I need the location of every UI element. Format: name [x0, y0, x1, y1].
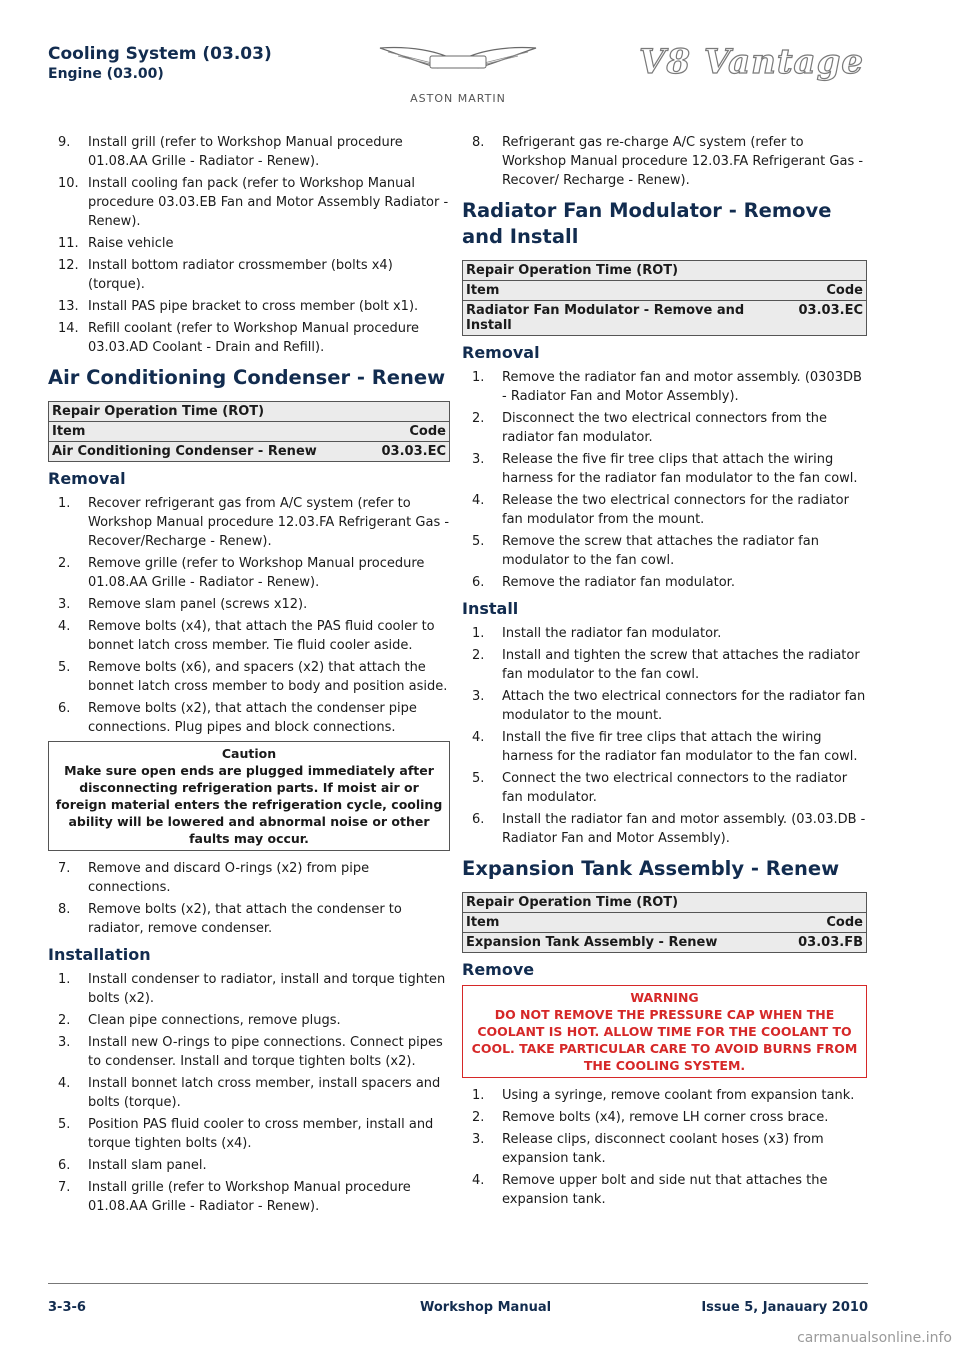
caution-box [48, 741, 450, 851]
list-item: 5. Connect the two electrical connectors to the radiator fan modulator. [472, 771, 848, 805]
list-item: 12. Install bottom radiator crossmember (bolts x4) (torque). [58, 258, 393, 292]
list-item: 3. Attach the two electrical connectors for the radiator fan modulator to the mount. [472, 689, 866, 723]
list-item: 8. Refrigerant gas re-charge A/C system (refer to Workshop Manual procedure 12.03.FA Refrigerant Gas - Recover/ Recharge - Renew). [472, 135, 864, 188]
page-header [0, 0, 960, 110]
section-subtitle: Engine (03.00) [48, 66, 164, 82]
footer-divider [48, 1283, 868, 1284]
list-item: 1. Install the radiator fan modulator. [472, 626, 722, 641]
list-item: 4. Install the five fir tree clips that attach the wiring harness for the radiator fan modulator to the fan cowl. [472, 730, 858, 764]
subheading-removal: Removal [48, 469, 126, 488]
caution-title: Caution [221, 746, 277, 761]
page-number: 3-3-6 [48, 1300, 86, 1315]
warning-box [462, 985, 867, 1078]
list-item: 4. Remove bolts (x4), that attach the PAS fluid cooler to bonnet latch cross member. Tie fluid cooler aside. [58, 619, 435, 653]
subheading-remove: Remove [462, 960, 535, 979]
list-item: 6. Remove bolts (x2), that attach the condenser pipe connections. Plug pipes and block connections. [58, 701, 417, 735]
list-item: 14. Refill coolant (refer to Workshop Manual procedure 03.03.AD Coolant - Drain and Refill). [58, 321, 420, 355]
subheading-removal: Removal [462, 343, 540, 362]
brand-name: ASTON MARTIN [410, 92, 506, 105]
removal-list [462, 368, 867, 592]
removal-list [48, 494, 450, 737]
aston-martin-logo [378, 40, 538, 110]
list-item: 2. Install and tighten the screw that attaches the radiator fan modulator to the fan cowl. [472, 648, 860, 682]
list-item: 8. Remove bolts (x2), that attach the condenser to radiator, remove condenser. [58, 902, 402, 936]
left-column [48, 133, 450, 1219]
list-item: 2. Disconnect the two electrical connectors from the radiator fan modulator. [472, 411, 828, 445]
list-item: 11. Raise vehicle [58, 236, 174, 251]
list-item: 4. Remove upper bolt and side nut that attaches the expansion tank. [472, 1173, 828, 1207]
list-item: 10. Install cooling fan pack (refer to Workshop Manual procedure 03.03.EB Fan and Motor Assembly Radiator - Renew). [58, 176, 449, 229]
procedure-list [48, 133, 450, 357]
list-item: 3. Install new O-rings to pipe connections. Connect pipes to condenser. Install and torque tighten bolts (x2). [58, 1035, 443, 1069]
installation-list [48, 970, 450, 1216]
list-item: 1. Remove the radiator fan and motor assembly. (0303DB - Radiator Fan and Motor Assembly). [472, 370, 862, 404]
list-item: 1. Using a syringe, remove coolant from expansion tank. [472, 1088, 855, 1103]
list-item: 6. Install slam panel. [58, 1158, 207, 1173]
section-title: Cooling System (03.03) [48, 44, 272, 64]
list-item: 1. Install condenser to radiator, install and torque tighten bolts (x2). [58, 972, 446, 1006]
remove-list [462, 1086, 867, 1209]
list-item: 5. Position PAS fluid cooler to cross member, install and torque tighten bolts (x4). [58, 1117, 434, 1151]
rot-table: Repair Operation Time (ROT) Item Code Radiator Fan Modulator - Remove and Install 03.03.EC [462, 260, 867, 336]
rot-table: Repair Operation Time (ROT) Item Code Air Conditioning Condenser - Renew 03.03.EC [48, 401, 450, 462]
subheading-install: Install [462, 599, 519, 618]
caution-text: Make sure open ends are plugged immediately after disconnecting refrigeration parts. If moist air or foreign material enters the refrigeration cycle, cooling ability will be lowered and abnormal noise or other faults may occur. [55, 763, 443, 846]
removal-list-continued [48, 859, 450, 938]
watermark: carmanualsonline.info [797, 1330, 952, 1346]
list-item: 3. Release clips, disconnect coolant hoses (x3) from expansion tank. [472, 1132, 824, 1166]
list-item: 6. Remove the radiator fan modulator. [472, 575, 735, 590]
list-item: 4. Install bonnet latch cross member, install spacers and bolts (torque). [58, 1076, 441, 1110]
list-item: 5. Remove bolts (x6), and spacers (x2) that attach the bonnet latch cross member to body and position aside. [58, 660, 448, 694]
section-heading: Air Conditioning Condenser - Renew [48, 366, 446, 389]
list-item: 2. Clean pipe connections, remove plugs. [58, 1013, 341, 1028]
model-name: V8 Vantage [638, 42, 864, 82]
procedure-list-continued [462, 133, 867, 190]
list-item: 9. Install grill (refer to Workshop Manual procedure 01.08.AA Grille - Radiator - Renew). [58, 135, 403, 169]
list-item: 13. Install PAS pipe bracket to cross member (bolt x1). [58, 299, 419, 314]
list-item: 7. Install grille (refer to Workshop Manual procedure 01.08.AA Grille - Radiator - Renew). [58, 1180, 411, 1214]
wings-logo-icon [378, 40, 538, 90]
list-item: 7. Remove and discard O-rings (x2) from pipe connections. [58, 861, 370, 895]
issue-date: Issue 5, Janauary 2010 [701, 1300, 868, 1315]
rot-table: Repair Operation Time (ROT) Item Code Expansion Tank Assembly - Renew 03.03.FB [462, 892, 867, 953]
section-heading: Radiator Fan Modulator - Remove and Install [462, 199, 832, 248]
subheading-installation: Installation [48, 945, 151, 964]
list-item: 4. Release the two electrical connectors for the radiator fan modulator from the mount. [472, 493, 849, 527]
manual-name: Workshop Manual [420, 1300, 552, 1315]
list-item: 3. Release the five fir tree clips that attach the wiring harness for the radiator fan modulator to the fan cowl. [472, 452, 858, 486]
install-list [462, 624, 867, 848]
list-item: 1. Recover refrigerant gas from A/C system (refer to Workshop Manual procedure 12.03.FA Refrigerant Gas - Recover/Recharge - Renew). [58, 496, 450, 549]
right-column [462, 133, 867, 1212]
warning-title: WARNING [630, 990, 699, 1005]
list-item: 5. Remove the screw that attaches the radiator fan modulator to the fan cowl. [472, 534, 819, 568]
section-heading: Expansion Tank Assembly - Renew [462, 857, 840, 880]
list-item: 3. Remove slam panel (screws x12). [58, 597, 308, 612]
list-item: 2. Remove bolts (x4), remove LH corner cross brace. [472, 1110, 829, 1125]
list-item: 6. Install the radiator fan and motor assembly. (03.03.DB - Radiator Fan and Motor Assembly). [472, 812, 866, 846]
warning-text: DO NOT REMOVE THE PRESSURE CAP WHEN THE COOLANT IS HOT. ALLOW TIME FOR THE COOLANT TO COOL. TAKE PARTICULAR CARE TO AVOID BURNS FROM THE COOLING SYSTEM. [471, 1007, 858, 1073]
list-item: 2. Remove grille (refer to Workshop Manual procedure 01.08.AA Grille - Radiator - Renew). [58, 556, 425, 590]
